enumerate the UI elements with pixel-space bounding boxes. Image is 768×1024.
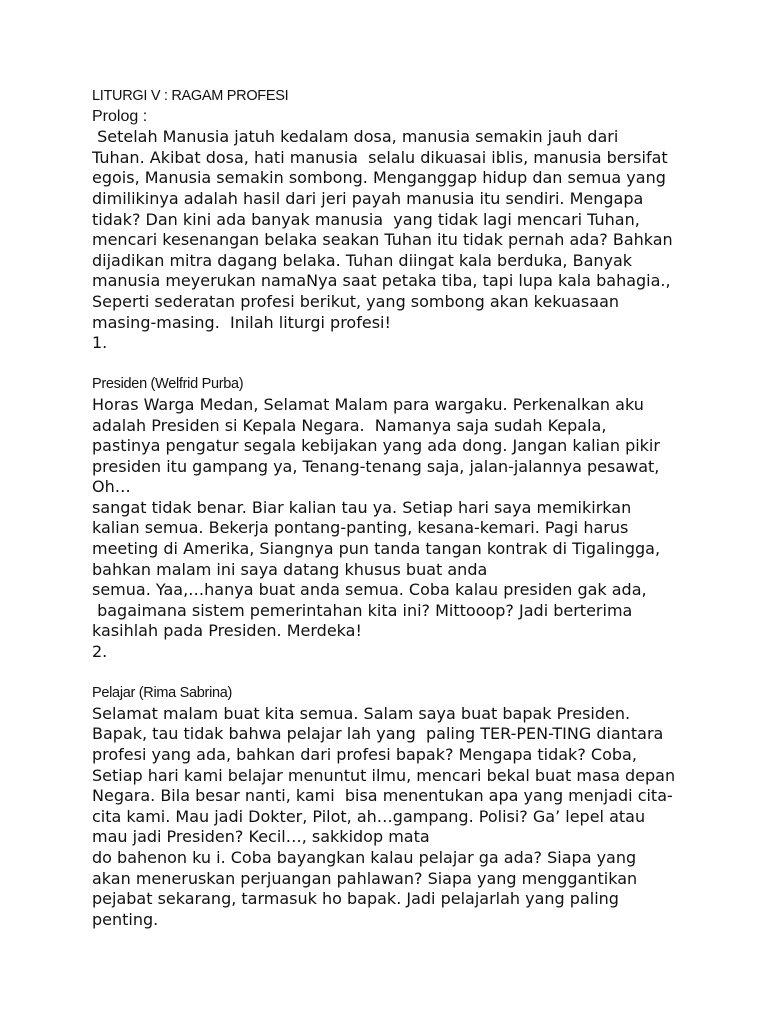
- section-line: mau jadi Presiden? Kecil…, sakkidop mata: [92, 827, 430, 847]
- section-line: akan meneruskan perjuangan pahlawan? Siapa yang menggantikan: [92, 868, 638, 888]
- section-presiden: [92, 333, 692, 642]
- prolog-line: masing-masing. Inilah liturgi profesi!: [92, 312, 391, 332]
- prolog-line: dijadikan mitra dagang belaka. Tuhan diingat kala berduka, Banyak: [92, 250, 633, 270]
- section-line: Selamat malam buat kita semua. Salam saya buat bapak Presiden.: [92, 703, 631, 723]
- section-number: 1.: [92, 333, 108, 353]
- prolog-line: egois, Manusia semakin sombong. Menganggap hidup dan semua yang: [92, 168, 666, 188]
- section-line: bahkan malam ini saya datang khusus buat anda: [92, 559, 488, 579]
- section-line: kasihlah pada Presiden. Merdeka!: [92, 621, 362, 641]
- section-line: bagaimana sistem pemerintahan kita ini? Mittooop? Jadi berterima: [92, 600, 633, 620]
- document-title: LITURGI V : RAGAM PROFESI: [92, 88, 289, 104]
- section-line: Oh…: [92, 477, 131, 497]
- section-line: penting.: [92, 909, 159, 929]
- prolog-line: Setelah Manusia jatuh kedalam dosa, manusia semakin jauh dari: [92, 127, 619, 147]
- prolog-label: Prolog :: [92, 107, 148, 125]
- prolog-paragraph: [92, 127, 692, 333]
- blank-line: [92, 663, 692, 684]
- section-line: pastinya pengatur segala kebijakan yang ada dong. Jangan kalian pikir: [92, 436, 660, 456]
- section-line: Horas Warga Medan, Selamat Malam para wargaku. Perkenalkan aku: [92, 394, 644, 414]
- prolog-line: dimilikinya adalah hasil dari jeri payah manusia itu sendiri. Mengapa: [92, 188, 644, 208]
- section-line: pejabat sekarang, tarmasuk ho bapak. Jadi pelajarlah yang paling: [92, 889, 619, 909]
- prolog-line: tidak? Dan kini ada banyak manusia yang tidak lagi mencari Tuhan,: [92, 209, 640, 229]
- section-line: Negara. Bila besar nanti, kami bisa menentukan apa yang menjadi cita-: [92, 786, 673, 806]
- section-line: Bapak, tau tidak bahwa pelajar lah yang paling TER-PEN-TING diantara: [92, 724, 664, 744]
- section-line: profesi yang ada, bahkan dari profesi bapak? Mengapa tidak? Coba,: [92, 745, 637, 764]
- prolog-line: manusia meyerukan namaNya saat petaka tiba, tapi lupa kala bahagia.,: [92, 271, 671, 291]
- section-pelajar: [92, 642, 692, 930]
- section-line: meeting di Amerika, Siangnya pun tanda tangan kontrak di Tigalingga,: [92, 539, 661, 559]
- section-line: do bahenon ku i. Coba bayangkan kalau pelajar ga ada? Siapa yang: [92, 847, 637, 867]
- prolog-line: Seperti sederatan profesi berikut, yang sombong akan kekuasaan: [92, 291, 620, 311]
- prolog-line: mencari kesenangan belaka seakan Tuhan itu tidak pernah ada? Bahkan: [92, 230, 673, 250]
- section-line: semua. Yaa,…hanya buat anda semua. Coba kalau presiden gak ada,: [92, 580, 647, 600]
- section-line: sangat tidak benar. Biar kalian tau ya. Setiap hari saya memikirkan: [92, 497, 632, 517]
- section-line: cita kami. Mau jadi Dokter, Pilot, ah…gampang. Polisi? Ga’ lepel atau: [92, 806, 646, 826]
- section-line: kalian semua. Bekerja pontang-panting, kesana-kemari. Pagi harus: [92, 518, 629, 538]
- section-line: presiden itu gampang ya, Tenang-tenang saja, jalan-jalannya pesawat,: [92, 456, 660, 476]
- section-heading: Pelajar (Rima Sabrina): [92, 685, 233, 702]
- blank-line: [92, 354, 692, 375]
- section-line: adalah Presiden si Kepala Negara. Namanya saja sudah Kepala,: [92, 415, 607, 435]
- section-line: Setiap hari kami belajar menuntut ilmu, mencari bekal buat masa depan: [92, 765, 676, 785]
- document-body: [92, 86, 692, 930]
- section-number: 2.: [92, 642, 108, 662]
- section-heading: Presiden (Welfrid Purba): [92, 376, 244, 393]
- prolog-line: Tuhan. Akibat dosa, hati manusia selalu dikuasai iblis, manusia bersifat: [92, 147, 668, 167]
